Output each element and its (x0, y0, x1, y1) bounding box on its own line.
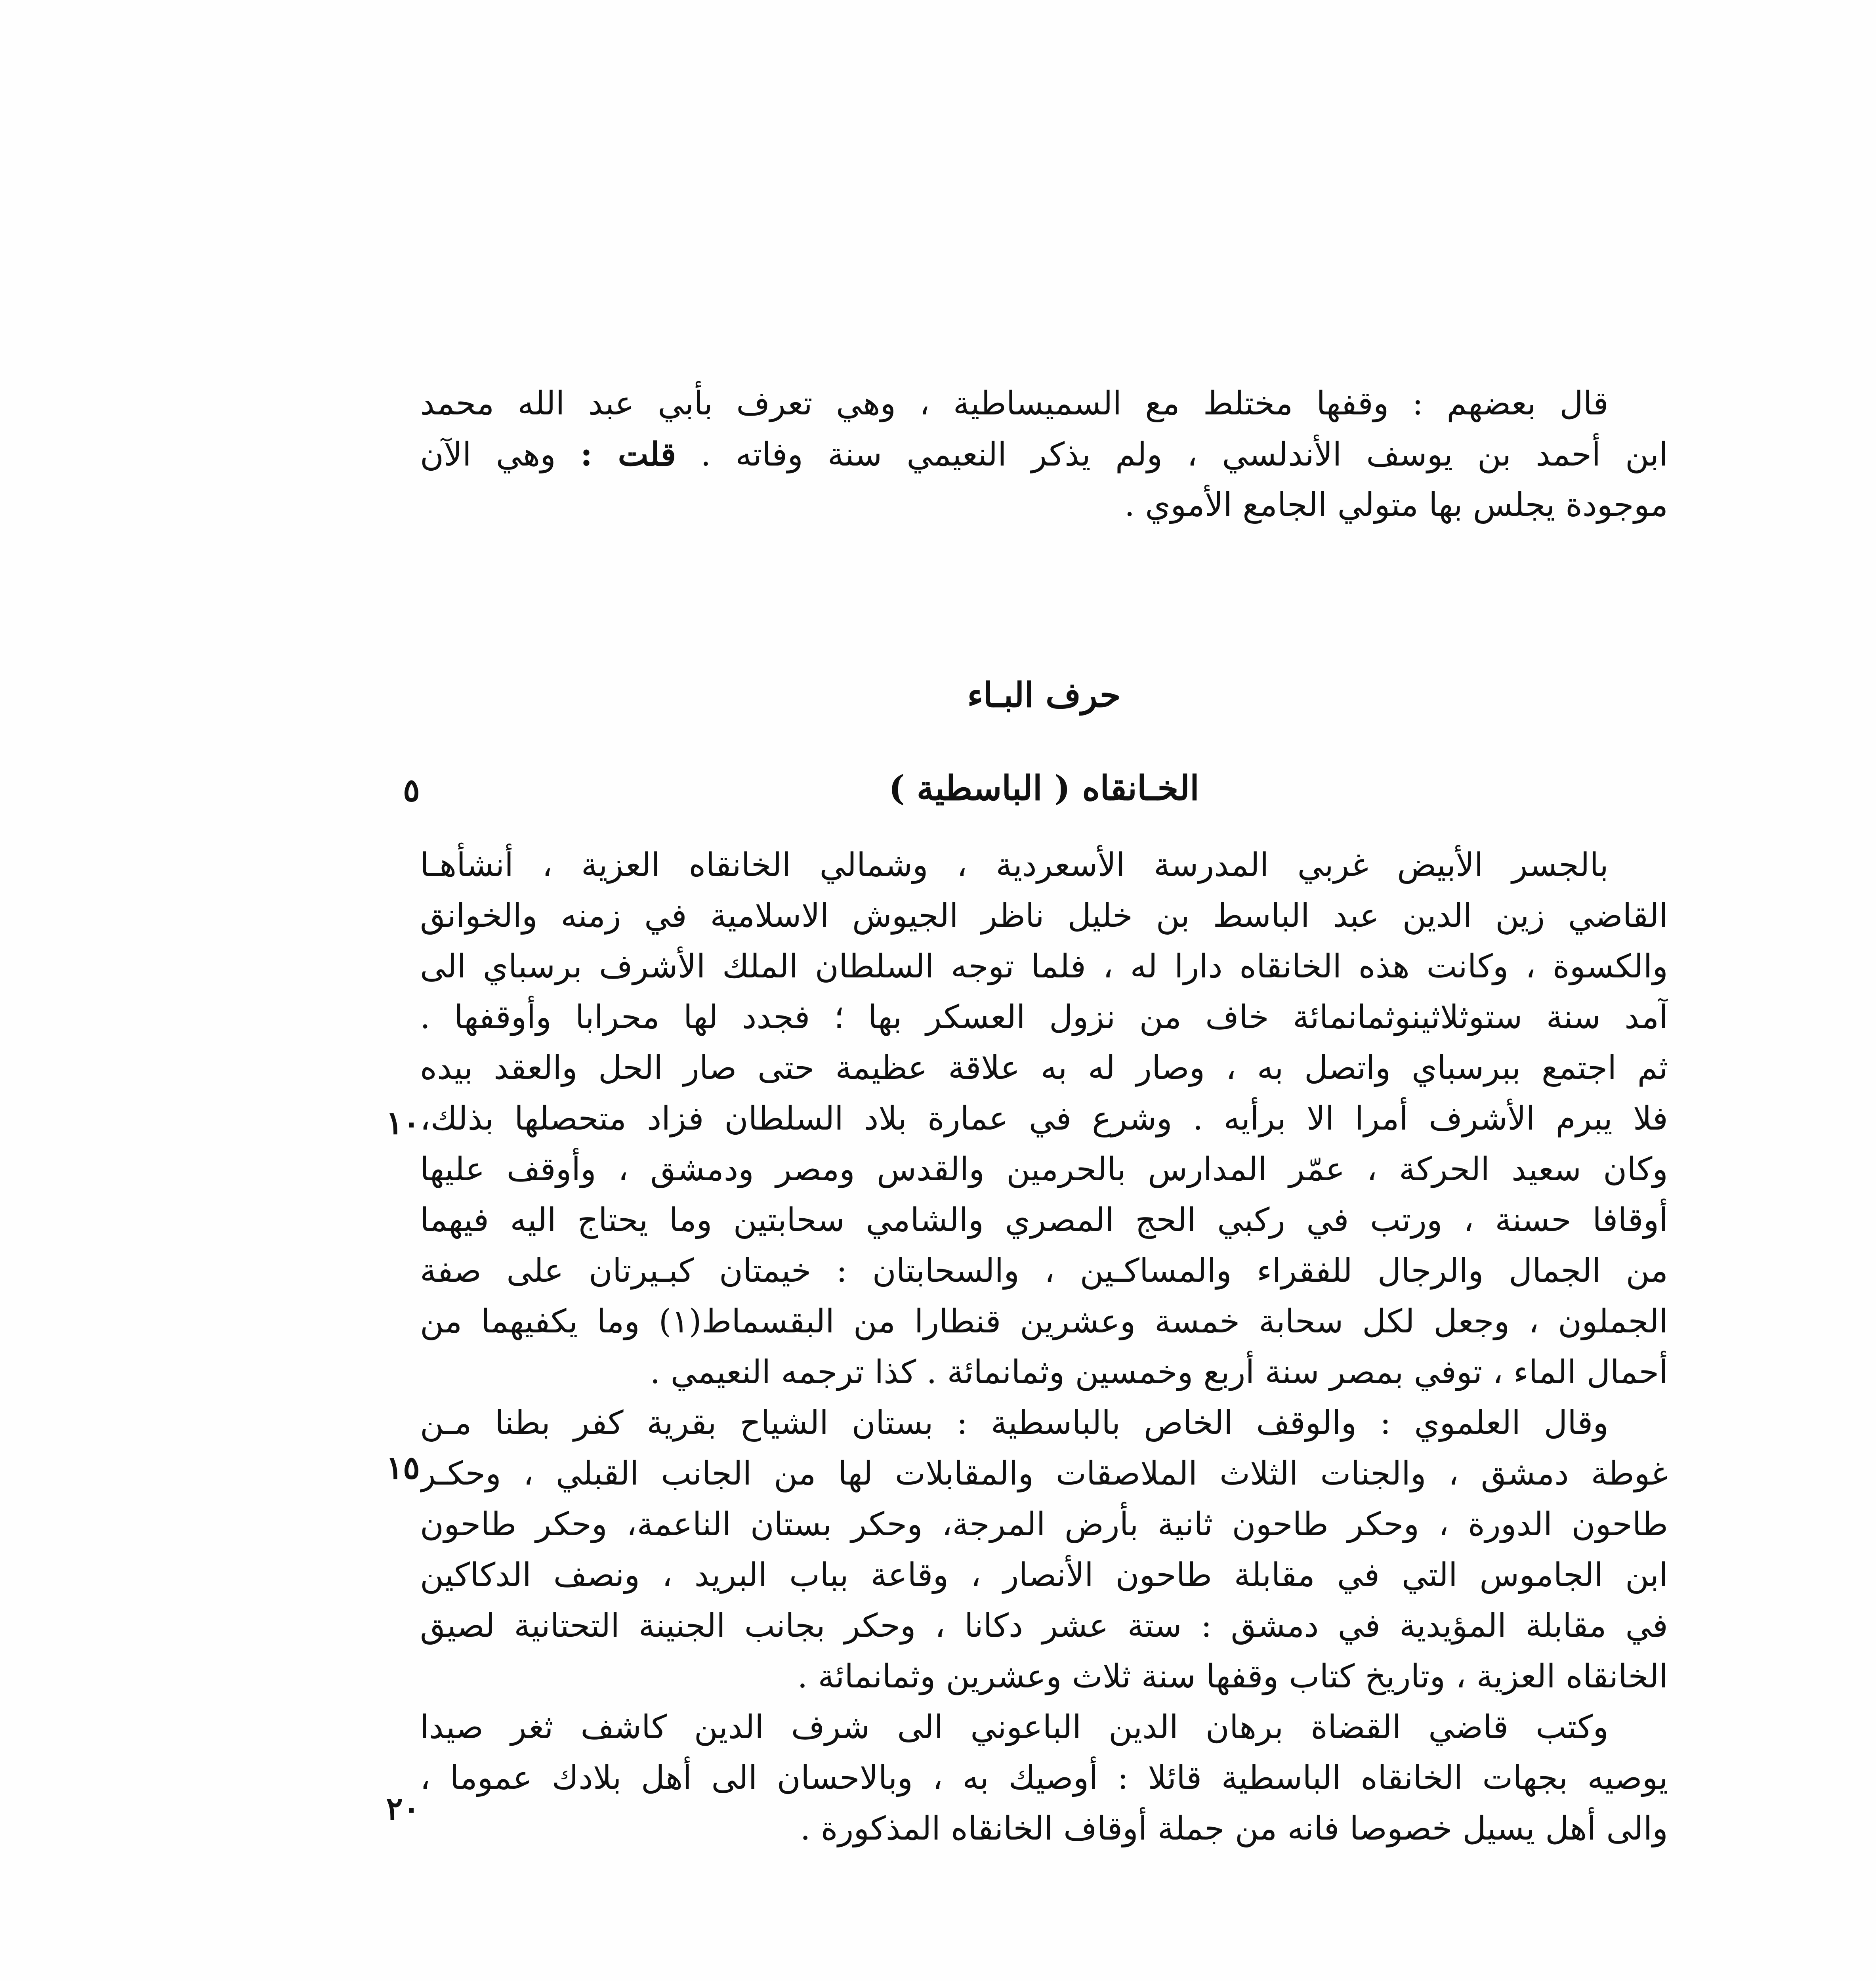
p2-line-4: ابن الجاموس التي في مقابلة طاحون الأنصار ، وقاعة بباب البريد ، ونصف الدكاكين (420, 1556, 1668, 1594)
line-number-10: ١٠ (386, 1104, 420, 1141)
p2-line-6: الخانقاه العزية ، وتاريخ كتاب وقفها سنة ثلاث وعشرين وثمانمائة . (797, 1658, 1668, 1695)
p1-line-8: أوقافا حسنة ، ورتب في ركبي الحج المصري والشامي سحابتين وما يحتاج اليه فيهما (420, 1201, 1668, 1239)
p1-line-6: فلا يبرم الأشرف أمرا الا برأيه . وشرع في عمارة بلاد السلطان فزاد متحصلها بذلك، (420, 1100, 1668, 1137)
intro-line-2-end: وهي الآن (420, 436, 556, 473)
line-number-20: ٢٠ (386, 1790, 420, 1827)
p1-line-1: بالجسر الأبيض غربي المدرسة الأسعردية ، وشمالي الخانقاه العزية ، أنشأهـا (420, 846, 1609, 884)
p1-line-9: من الجمال والرجال للفقراء والمساكـين ، والسحابتان : خيمتان كبـيرتان على صفة (420, 1252, 1668, 1290)
paragraph-1 (420, 840, 1668, 1398)
section-heading: حرف البـاء (967, 675, 1121, 715)
entry-heading: الخـانقاه ( الباسطية ) (889, 768, 1199, 808)
p1-line-5: ثم اجتمع ببرسباي واتصل به ، وصار له به علاقة عظيمة حتى صار الحل والعقد بيده (420, 1049, 1668, 1087)
p1-line-11: أحمال الماء ، توفي بمصر سنة أربع وخمسين وثمانمائة . كذا ترجمه النعيمي . (650, 1353, 1668, 1391)
intro-line-3: موجودة يجلس بها متولي الجامع الأموي . (1124, 486, 1668, 524)
paragraph-3 (420, 1702, 1668, 1854)
p1-line-2: القاضي زين الدين عبد الباسط بن خليل ناظر الجيوش الاسلامية في زمنه والخوانق (420, 897, 1668, 935)
p1-line-10: الجملون ، وجعل لكل سحابة خمسة وعشرين قنطارا من البقسماط(١) وما يكفيهما من (420, 1303, 1668, 1340)
p1-line-7: وكان سعيد الحركة ، عمّر المدارس بالحرمين والقدس ومصر ودمشق ، وأوقف عليها (420, 1151, 1668, 1188)
intro-line-2-text: ابن أحمد بن يوسف الأندلسي ، ولم يذكر النعيمي سنة وفاته . (700, 436, 1668, 473)
p3-line-3: والى أهل يسيل خصوصا فانه من جملة أوقاف الخانقاه المذكورة . (800, 1810, 1668, 1847)
intro-paragraph (420, 378, 1668, 531)
intro-line-2 (420, 429, 1668, 480)
p2-line-3: طاحون الدورة ، وحكر طاحون ثانية بأرض المرجة، وحكر بستان الناعمة، وحكر طاحون (420, 1506, 1668, 1543)
p3-line-1: وكتب قاضي القضاة برهان الدين الباعوني الى شرف الدين كاشف ثغر صيدا (420, 1708, 1609, 1746)
p2-line-5: في مقابلة المؤيدية في دمشق : ستة عشر دكانا ، وحكر بجانب الجنينة التحتانية لصيق (420, 1607, 1668, 1645)
qultu-label: قلت : (580, 435, 676, 473)
paragraph-2 (420, 1398, 1668, 1702)
intro-line-1: قال بعضهم : وقفها مختلط مع السميساطية ، وهي تعرف بأبي عبد الله محمد (420, 385, 1609, 422)
p2-line-2: غوطة دمشق ، والجنات الثلاث الملاصقات والمقابلات لها من الجانب القبلي ، وحكـر (420, 1455, 1668, 1492)
line-number-15: ١٥ (386, 1449, 420, 1486)
p1-line-4: آمد سنة ستوثلاثينوثمانمائة خاف من نزول العسكر بها ؛ فجدد لها محرابا وأوقفها . (420, 998, 1668, 1036)
p2-line-1: وقال العلموي : والوقف الخاص بالباسطية : بستان الشياح بقرية كفر بطنا مـن (420, 1404, 1609, 1442)
line-number-5: ٥ (403, 771, 420, 809)
p1-line-3: والكسوة ، وكانت هذه الخانقاه دارا له ، فلما توجه السلطان الملك الأشرف برسباي الى (420, 948, 1668, 985)
p3-line-2: يوصيه بجهات الخانقاه الباسطية قائلا : أوصيك به ، وبالاحسان الى أهل بلادك عموما ، (420, 1759, 1668, 1797)
